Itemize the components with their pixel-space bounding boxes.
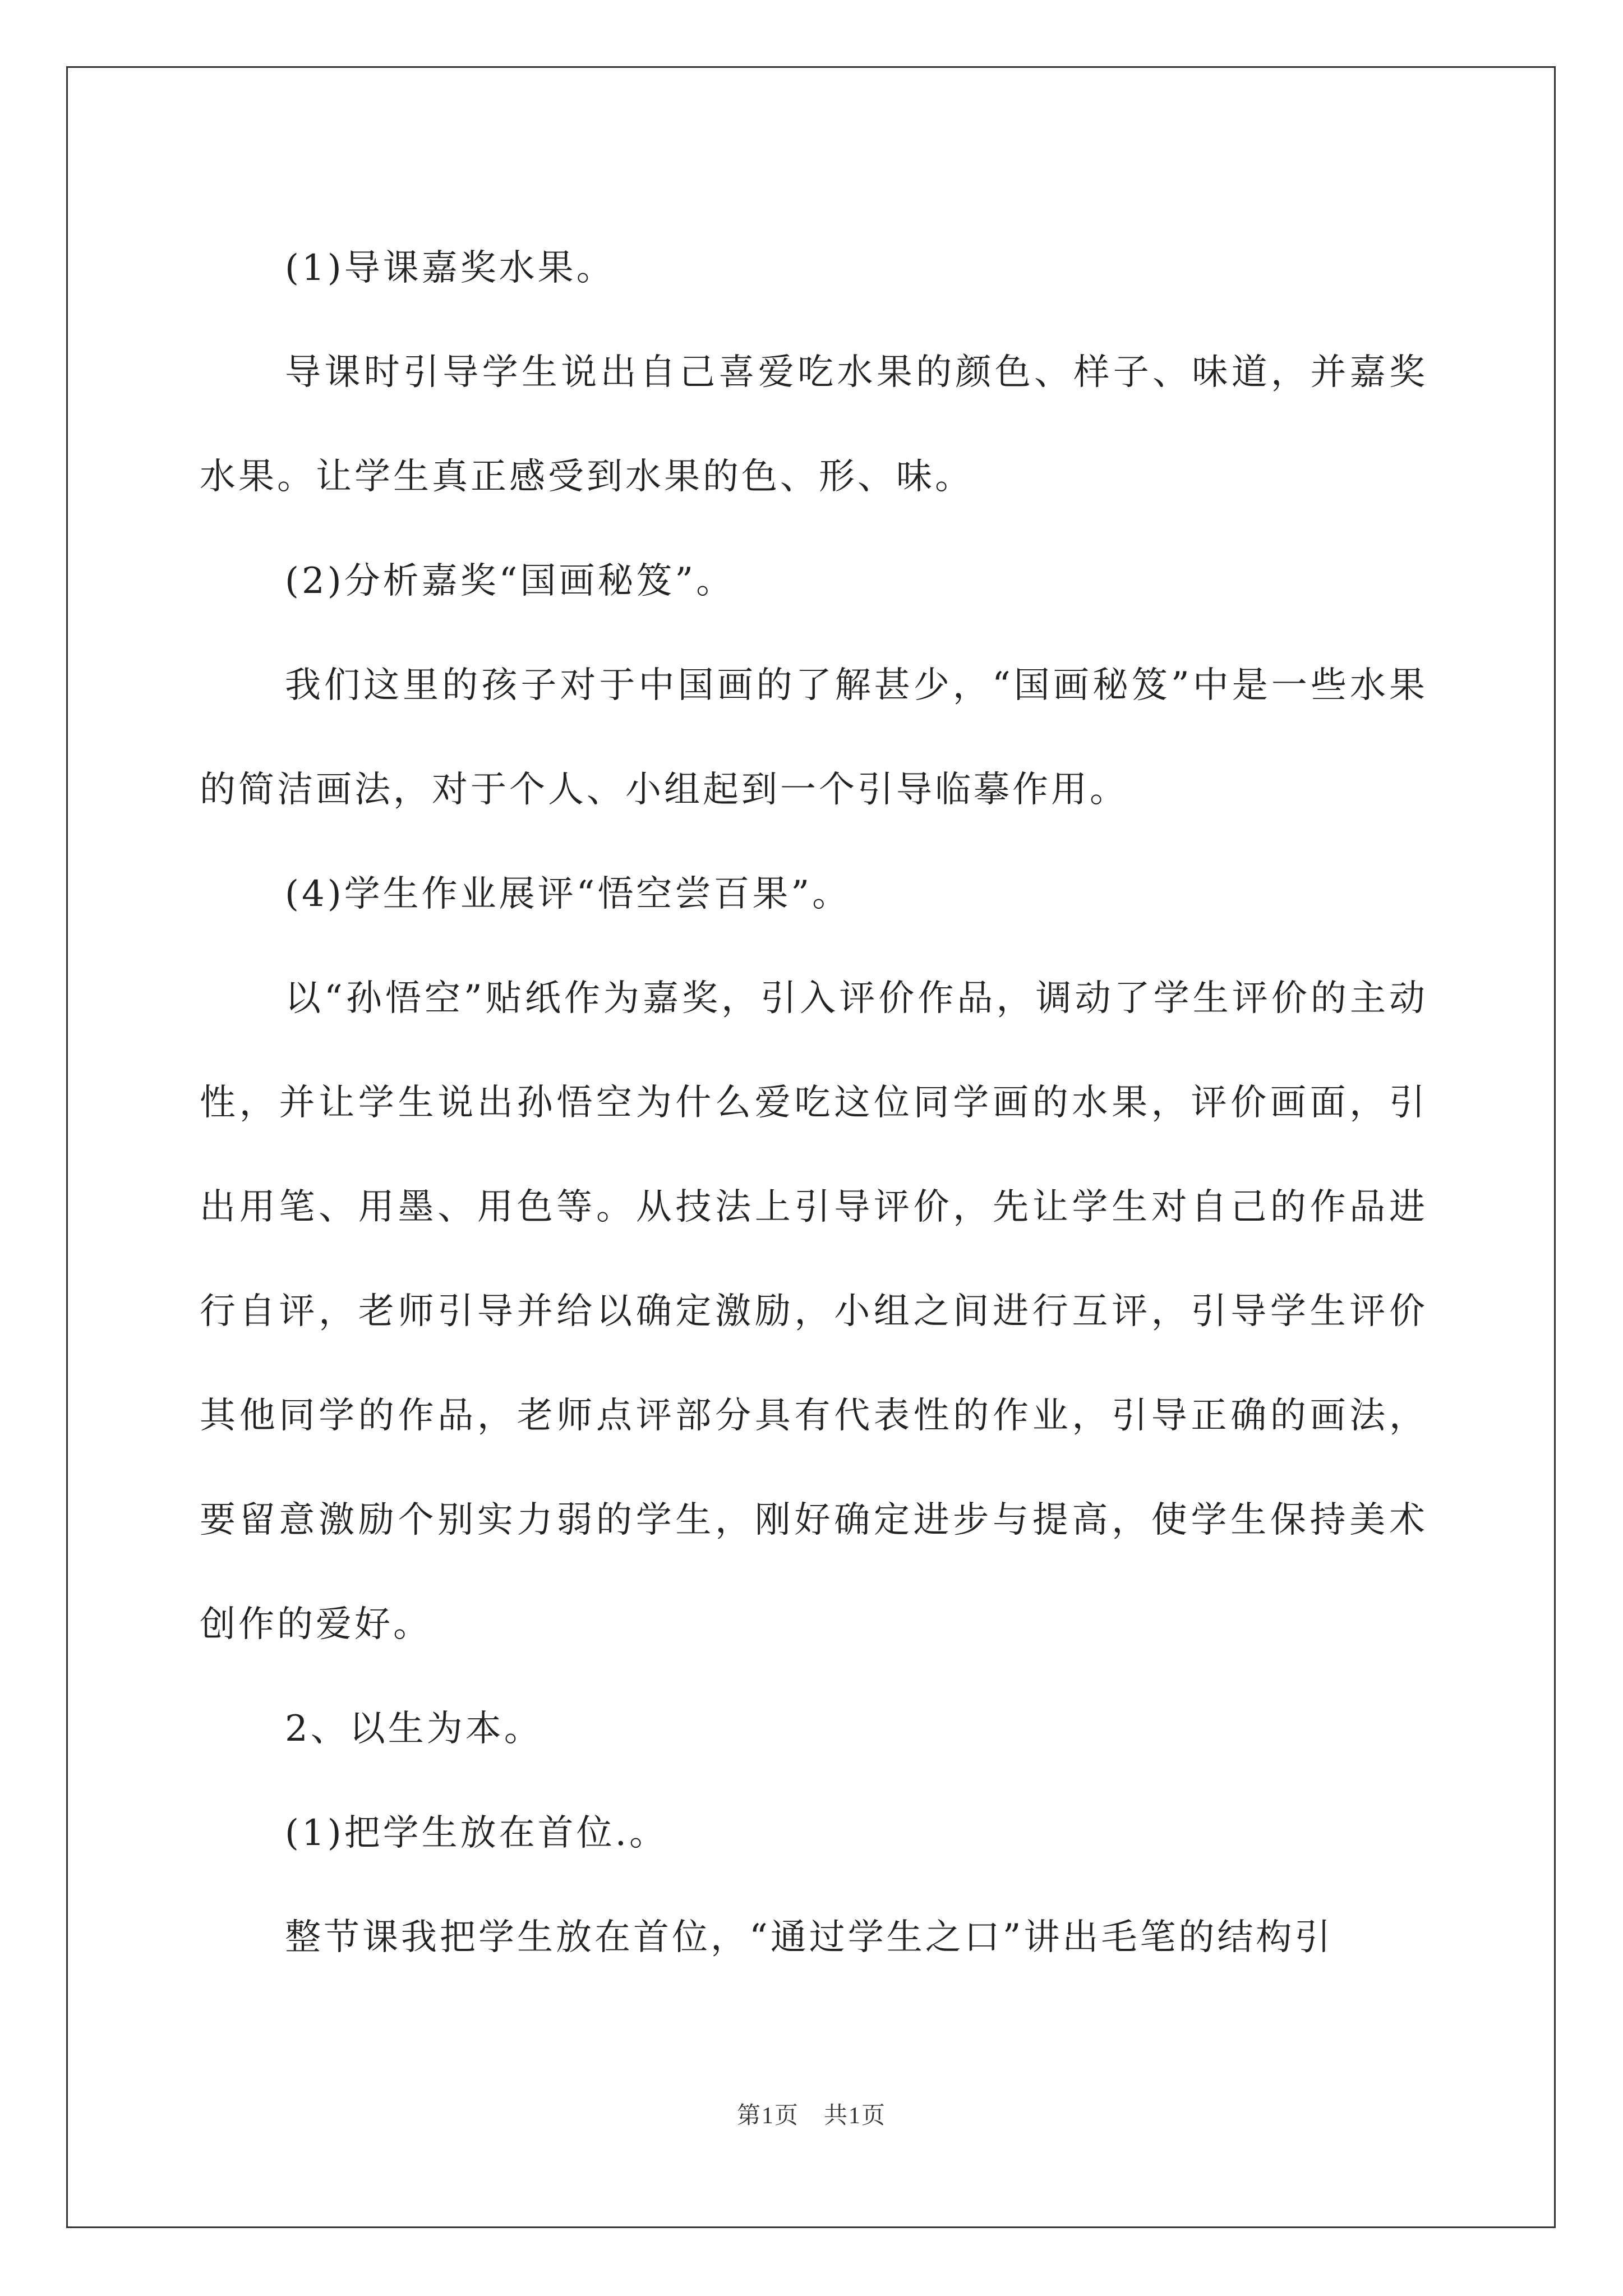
paragraph-8-heading: (1)把学生放在首位.。 [285,1812,668,1854]
paragraph-3-heading: (2)分析嘉奖“国画秘笈”。 [285,560,735,602]
paragraph-2: 导课时引导学生说出自己喜爱吃水果的颜色、样子、味道，并嘉奖水果。让学生真正感受到水果的色、形、味。 [200,352,1428,498]
paragraph-7-heading: 2、以生为本。 [285,1708,543,1750]
paragraph-4: 我们这里的孩子对于中国画的了解甚少，“国画秘笈”中是一些水果的简洁画法，对于个人、小组起到一个引导临摹作用。 [200,665,1428,811]
paragraph-6: 以“孙悟空”贴纸作为嘉奖，引入评价作品，调动了学生评价的主动性，并让学生说出孙悟空为什么爱吃这位同学画的水果，评价画面，引出用笔、用墨、用色等。从技法上引导评价，先让学生对自己的作品进行自评，老师引导并给以确定激励，小组之间进行互评，引导学生评价其他同学的作品，老师点评部分具有代表性的作业，引导正确的画法，要留意激励个别实力弱的学生，刚好确定进步与提高，使学生保持美术创作的爱好。 [200,978,1428,1645]
page-footer: 第1页 共1页 [736,2103,886,2129]
paragraph-1-heading: (1)导课嘉奖水果。 [285,247,615,289]
document-body [200,216,1428,1990]
paragraph-5-heading: (4)学生作业展评“悟空尝百果”。 [285,873,851,915]
paragraph-9: 整节课我把学生放在首位，“通过学生之口”讲出毛笔的结构引 [285,1917,1334,1958]
